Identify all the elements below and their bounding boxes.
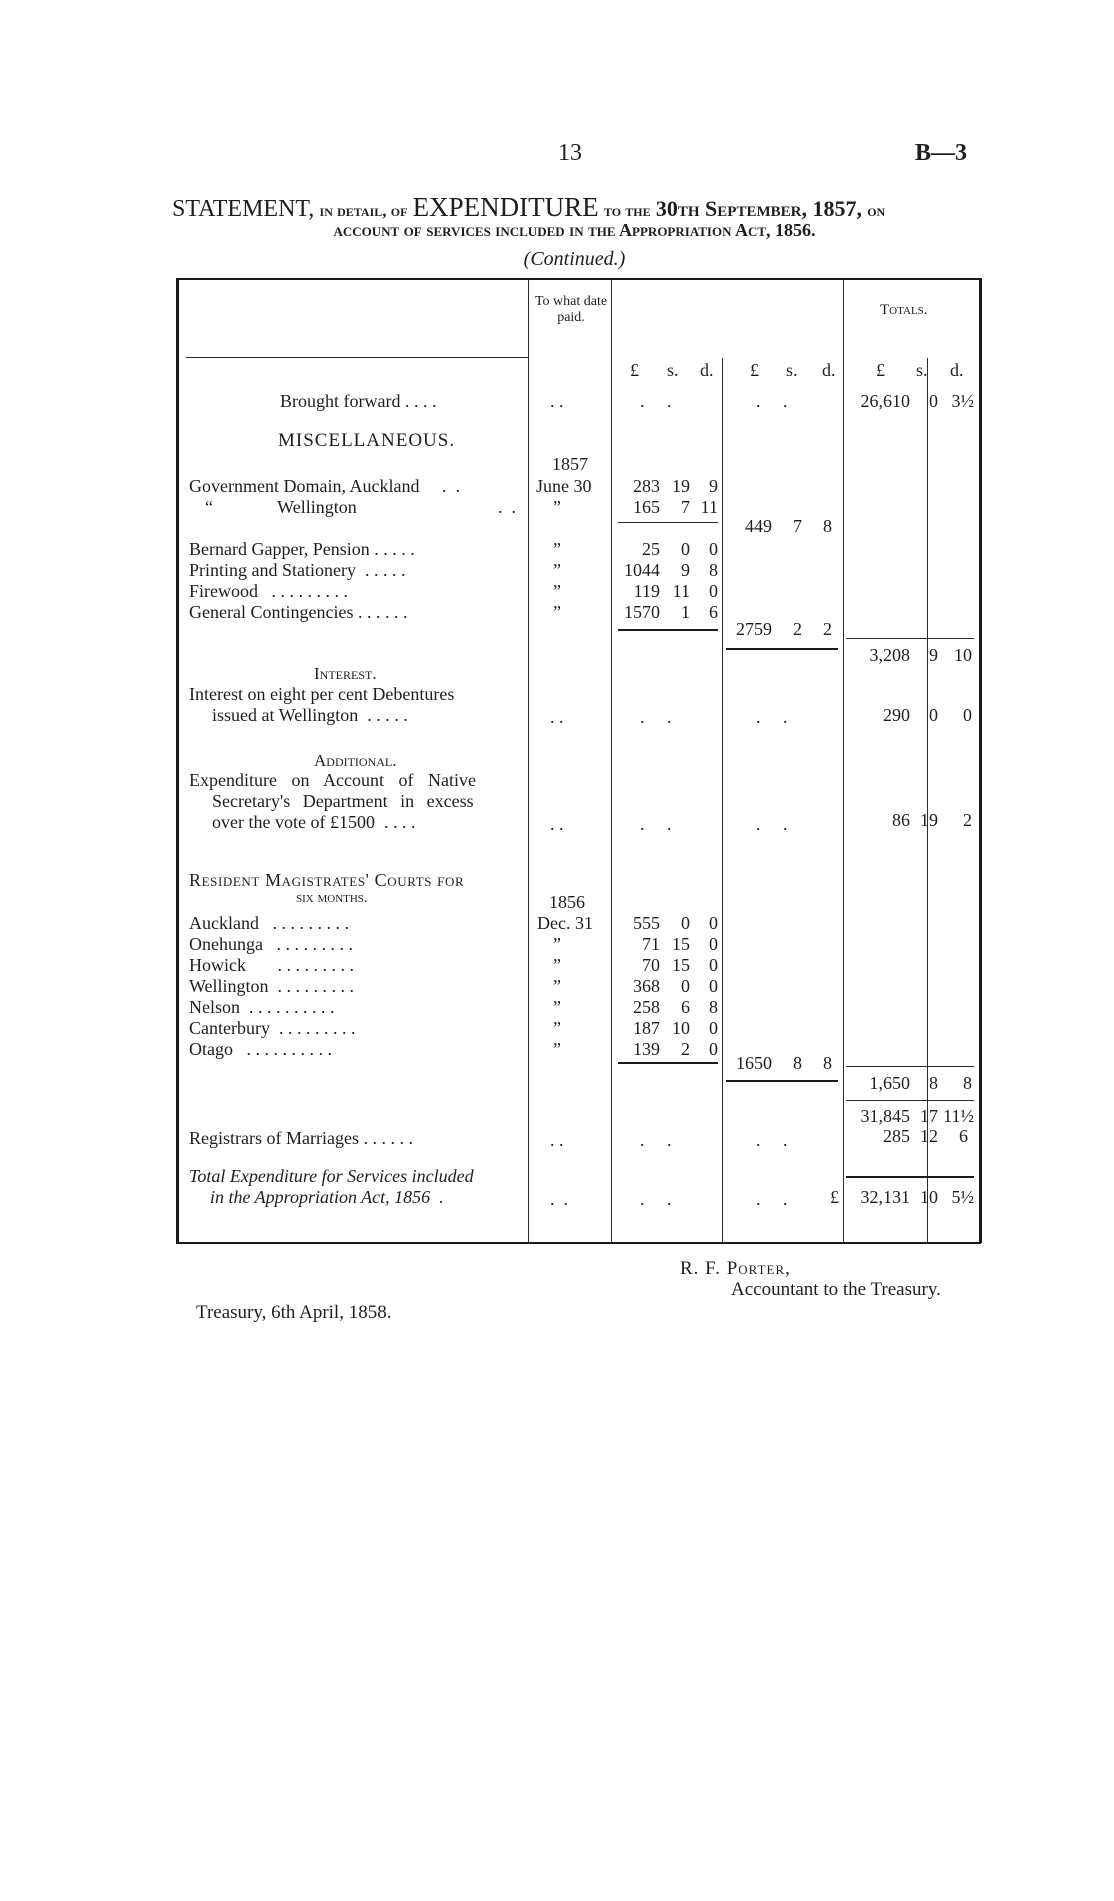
pound-sign: £ (830, 1187, 839, 1207)
interest-line-1: Interest on eight per cent Debentures (189, 684, 455, 704)
row-label-howick: Howick . . . . . . . . . (189, 955, 354, 975)
amount-pence: 10 (954, 645, 972, 665)
row-date: ” (553, 497, 561, 517)
amount-pence: 11 (700, 497, 718, 517)
treasury-date: Treasury, 6th April, 1858. (196, 1302, 392, 1323)
dots: . . (498, 497, 516, 517)
subtotal-rule (618, 1062, 718, 1064)
col3-shilling: s. (916, 360, 928, 380)
registrars-label: Registrars of Marriages . . . . . . (189, 1128, 413, 1148)
amount-pounds: 449 (745, 516, 772, 536)
amount-shillings: 15 (672, 934, 690, 954)
amount-pounds: 139 (633, 1039, 660, 1059)
title-statement: STATEMENT, (172, 196, 315, 222)
amount-pounds: 25 (642, 539, 660, 559)
amount-pounds: 187 (633, 1018, 660, 1038)
dots: . . (756, 1130, 788, 1150)
amount-pence: 0 (709, 1039, 718, 1059)
amount-shillings: 12 (920, 1126, 938, 1146)
col2-shilling: s. (786, 360, 798, 380)
amount-pence: 0 (709, 1018, 718, 1038)
amount-shillings: 9 (929, 645, 938, 665)
row-date: Dec. 31 (537, 913, 593, 933)
dots: . . (550, 707, 564, 727)
amount-pounds: 1,650 (869, 1073, 910, 1093)
row-date: ” (553, 997, 561, 1017)
row-label-government-domain: Government Domain, Auckland . . (189, 476, 460, 496)
row-label-wellington-domain: “ Wellington (205, 497, 357, 517)
row-date: ” (553, 955, 561, 975)
document-reference: B—3 (915, 140, 968, 166)
amount-pence: 0 (709, 955, 718, 975)
row-date: ” (553, 1018, 561, 1038)
page-number: 13 (558, 140, 582, 166)
amount-shillings: 11 (672, 581, 690, 601)
title-date: 30th September, 1857, (655, 196, 862, 221)
row-date: ” (553, 976, 561, 996)
grand-total-line-2: in the Appropriation Act, 1856 . (210, 1187, 444, 1207)
amount-shillings: 0 (929, 391, 938, 411)
dots: . . (640, 1189, 672, 1209)
magistrates-heading-sub: six months. (296, 890, 368, 906)
title-expenditure: EXPENDITURE (412, 192, 599, 222)
grand-total-line-1: Total Expenditure for Services included (189, 1166, 474, 1186)
amount-pence: 3½ (951, 391, 974, 411)
amount-pence: 0 (709, 934, 718, 954)
title-in-detail: in detail, of (319, 201, 408, 220)
additional-line-1: Expenditure on Account of Native (189, 770, 476, 790)
amount-pounds: 31,845 (860, 1106, 910, 1126)
row-label-printing: Printing and Stationery . . . . . (189, 560, 406, 580)
row-date: ” (553, 560, 561, 580)
amount-pounds: 1570 (624, 602, 660, 622)
amount-pounds: 2759 (736, 619, 772, 639)
amount-pounds: 71 (642, 934, 660, 954)
row-label-auckland: Auckland . . . . . . . . . (189, 913, 349, 933)
amount-pounds: 26,610 (860, 391, 910, 411)
amount-pounds: 258 (633, 997, 660, 1017)
dots: . . (756, 707, 788, 727)
amount-pounds: 3,208 (869, 645, 910, 665)
amount-pounds: 119 (633, 581, 660, 601)
continued-label: (Continued.) (523, 248, 626, 270)
row-date: ” (553, 602, 561, 622)
signatory-title: Accountant to the Treasury. (731, 1279, 941, 1300)
col1-pound: £ (630, 360, 639, 380)
title-line-1 (172, 192, 977, 223)
col2-pound: £ (750, 360, 759, 380)
subtotal-rule (726, 648, 838, 650)
dots: . . (756, 1189, 788, 1209)
dots: . . (756, 814, 788, 834)
amount-pounds: 555 (633, 913, 660, 933)
row-label-nelson: Nelson . . . . . . . . . . (189, 997, 335, 1017)
amount-shillings: 19 (672, 476, 690, 496)
amount-shillings: 1 (681, 602, 690, 622)
col3-pence: d. (950, 360, 964, 380)
interest-line-2: issued at Wellington . . . . . (212, 705, 408, 725)
row-date: ” (553, 539, 561, 559)
totals-rule (846, 1100, 974, 1101)
amount-pounds: 283 (633, 476, 660, 496)
title-line-2: account of services included in the Appropriation Act, 1856. (333, 220, 816, 240)
amount-shillings: 0 (681, 976, 690, 996)
amount-shillings: 9 (681, 560, 690, 580)
dots: . . (640, 1130, 672, 1150)
dots: . . (640, 391, 672, 411)
title-to-the: to the (603, 201, 651, 220)
row-label-onehunga: Onehunga . . . . . . . . . (189, 934, 353, 954)
totals-rule (846, 638, 974, 639)
interest-heading: Interest. (314, 664, 377, 683)
amount-pounds: 368 (633, 976, 660, 996)
amount-pounds: 70 (642, 955, 660, 975)
dots: . . (550, 814, 564, 834)
amount-pence: 8 (709, 560, 718, 580)
brought-forward-label: Brought forward . . . . (280, 391, 437, 411)
grand-total-rule (846, 1176, 974, 1178)
dots: . . (756, 391, 788, 411)
amount-pence: 0 (709, 913, 718, 933)
additional-line-2: Secretary's Department in excess (212, 791, 474, 811)
amount-pence: 11½ (943, 1106, 974, 1126)
row-date: ” (553, 934, 561, 954)
row-label-wellington: Wellington . . . . . . . . . (189, 976, 355, 996)
row-date: June 30 (536, 476, 592, 496)
amount-shillings: 10 (920, 1187, 938, 1207)
amount-pence: 9 (709, 476, 718, 496)
amount-pounds: 32,131 (860, 1187, 910, 1207)
amount-pence: 2 (823, 619, 832, 639)
row-label-firewood: Firewood . . . . . . . . . (189, 581, 348, 601)
row-date: ” (553, 581, 561, 601)
row-label-canterbury: Canterbury . . . . . . . . . (189, 1018, 356, 1038)
amount-shillings: 0 (681, 539, 690, 559)
totals-header: Totals. (880, 302, 928, 318)
amount-shillings: 8 (929, 1073, 938, 1093)
magistrates-year: 1856 (549, 892, 585, 912)
row-label-gapper: Bernard Gapper, Pension . . . . . (189, 539, 415, 559)
totals-rule (846, 1066, 974, 1067)
amount-pounds: 1044 (624, 560, 660, 580)
dots: . . (550, 1189, 568, 1209)
subtotal-rule (618, 629, 718, 631)
amount-shillings: 2 (793, 619, 802, 639)
subtotal-rule (618, 522, 718, 523)
amount-shillings: 10 (672, 1018, 690, 1038)
amount-pence: 0 (709, 976, 718, 996)
amount-shillings: 7 (793, 516, 802, 536)
amount-shillings: 6 (681, 997, 690, 1017)
amount-pounds: 290 (883, 705, 910, 725)
amount-pence: 2 (963, 810, 972, 830)
amount-pence: 8 (709, 997, 718, 1017)
amount-pence: 0 (709, 581, 718, 601)
col1-shilling: s. (667, 360, 679, 380)
dots: . . (640, 814, 672, 834)
amount-pence: 5½ (951, 1187, 974, 1207)
row-label-contingencies: General Contingencies . . . . . . (189, 602, 408, 622)
col1-pence: d. (700, 360, 714, 380)
title-on: on (867, 201, 886, 220)
additional-line-3: over the vote of £1500 . . . . (212, 812, 416, 832)
col2-pence: d. (822, 360, 836, 380)
dots: . . (640, 707, 672, 727)
amount-pence: 0 (963, 705, 972, 725)
amount-pence: 6 (709, 602, 718, 622)
magistrates-heading: Resident Magistrates' Courts for (189, 870, 465, 890)
row-date: ” (553, 1039, 561, 1059)
amount-shillings: 15 (672, 955, 690, 975)
amount-shillings: 8 (793, 1053, 802, 1073)
amount-pence: 6 (959, 1126, 968, 1146)
row-label-otago: Otago . . . . . . . . . . (189, 1039, 332, 1059)
amount-shillings: 19 (920, 810, 938, 830)
additional-heading: Additional. (314, 751, 397, 770)
amount-shillings: 0 (681, 913, 690, 933)
amount-pounds: 285 (883, 1126, 910, 1146)
amount-shillings: 2 (681, 1039, 690, 1059)
col3-pound: £ (876, 360, 885, 380)
amount-pence: 8 (823, 516, 832, 536)
amount-shillings: 0 (929, 705, 938, 725)
amount-shillings: 7 (681, 497, 690, 517)
dots: . . (550, 391, 564, 411)
amount-pence: 8 (823, 1053, 832, 1073)
amount-shillings: 17 (920, 1106, 938, 1126)
amount-pounds: 86 (892, 810, 910, 830)
date-paid-header: To what date paid. (534, 294, 608, 325)
miscellaneous-heading: MISCELLANEOUS. (278, 430, 456, 451)
amount-pounds: 165 (633, 497, 660, 517)
amount-pounds: 1650 (736, 1053, 772, 1073)
subtotal-rule (726, 1080, 838, 1082)
signatory-name: R. F. Porter, (680, 1258, 791, 1279)
dots: . . (550, 1130, 564, 1150)
amount-pence: 0 (709, 539, 718, 559)
amount-pence: 8 (963, 1073, 972, 1093)
misc-year: 1857 (552, 454, 588, 474)
